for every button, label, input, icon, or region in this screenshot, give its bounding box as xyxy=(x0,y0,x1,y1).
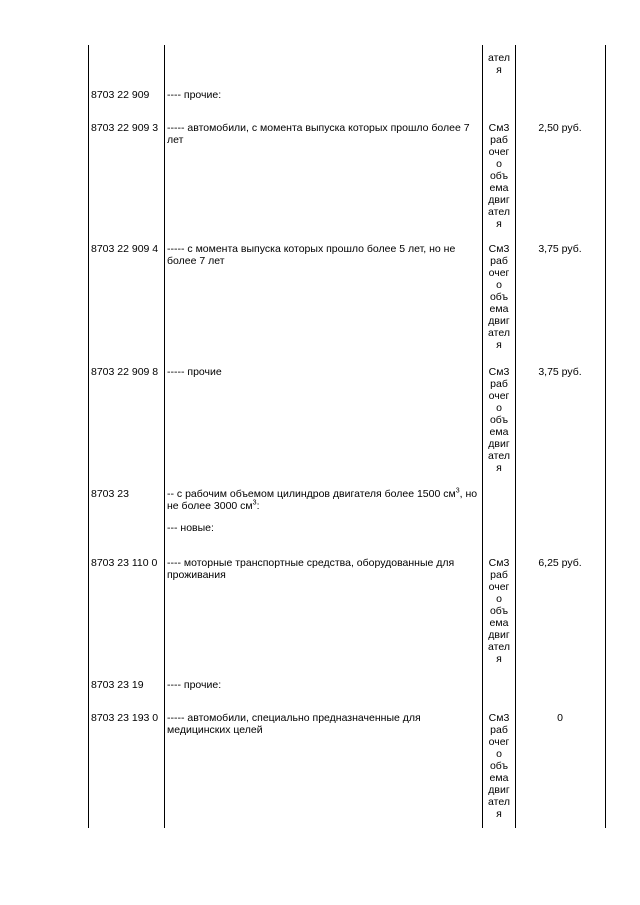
row-unit: См3 раб очег о объ ема двиг ател я xyxy=(488,366,510,474)
row-description: ---- моторные транспортные средства, оборудованные для проживания xyxy=(167,557,455,581)
row-rate: 3,75 руб. xyxy=(538,243,582,255)
row-code: 8703 23 19 xyxy=(91,679,144,691)
row-rate: 0 xyxy=(557,712,563,724)
table-border-right xyxy=(605,45,606,828)
table-divider-unit-rate xyxy=(515,45,516,828)
row-code: 8703 22 909 3 xyxy=(91,122,159,134)
table-border-left xyxy=(88,45,89,828)
table-divider-code-desc xyxy=(164,45,165,828)
row-code: 8703 22 909 8 xyxy=(91,366,159,378)
row-code: 8703 22 909 xyxy=(91,89,150,101)
row-unit: См3 раб очег о объ ема двиг ател я xyxy=(488,122,510,230)
row-description: ---- прочие: xyxy=(167,89,222,101)
row-rate: 2,50 руб. xyxy=(538,122,582,134)
row-description: ----- с момента выпуска которых прошло более 5 лет, но не более 7 лет xyxy=(167,243,456,267)
row-code: 8703 23 110 0 xyxy=(91,557,158,569)
row-subheading: --- новые: xyxy=(167,522,214,534)
row-code: 8703 23 xyxy=(91,488,129,500)
row-rate: 6,25 руб. xyxy=(538,557,582,569)
row-rate: 3,75 руб. xyxy=(538,366,582,378)
unit-cell-continuation: ател я xyxy=(488,52,510,76)
row-description: ----- прочие xyxy=(167,366,222,378)
row-description: ----- автомобили, специально предназначенные для медицинских целей xyxy=(167,712,421,736)
row-code: 8703 22 909 4 xyxy=(91,243,159,255)
row-unit: См3 раб очег о объ ема двиг ател я xyxy=(488,243,510,351)
row-code: 8703 23 193 0 xyxy=(91,712,159,724)
table-divider-desc-unit xyxy=(482,45,483,828)
row-description: ---- прочие: xyxy=(167,679,222,691)
row-description: -- с рабочим объемом цилиндров двигателя более 1500 $см^3$, но не более 3000 $см^3$: --- новые: xyxy=(167,487,478,534)
row-description: ----- автомобили, с момента выпуска которых прошло более 7 лет xyxy=(167,122,470,146)
row-unit: См3 раб очег о объ ема двиг ател я xyxy=(488,712,510,820)
row-unit: См3 раб очег о объ ема двиг ател я xyxy=(488,557,510,665)
